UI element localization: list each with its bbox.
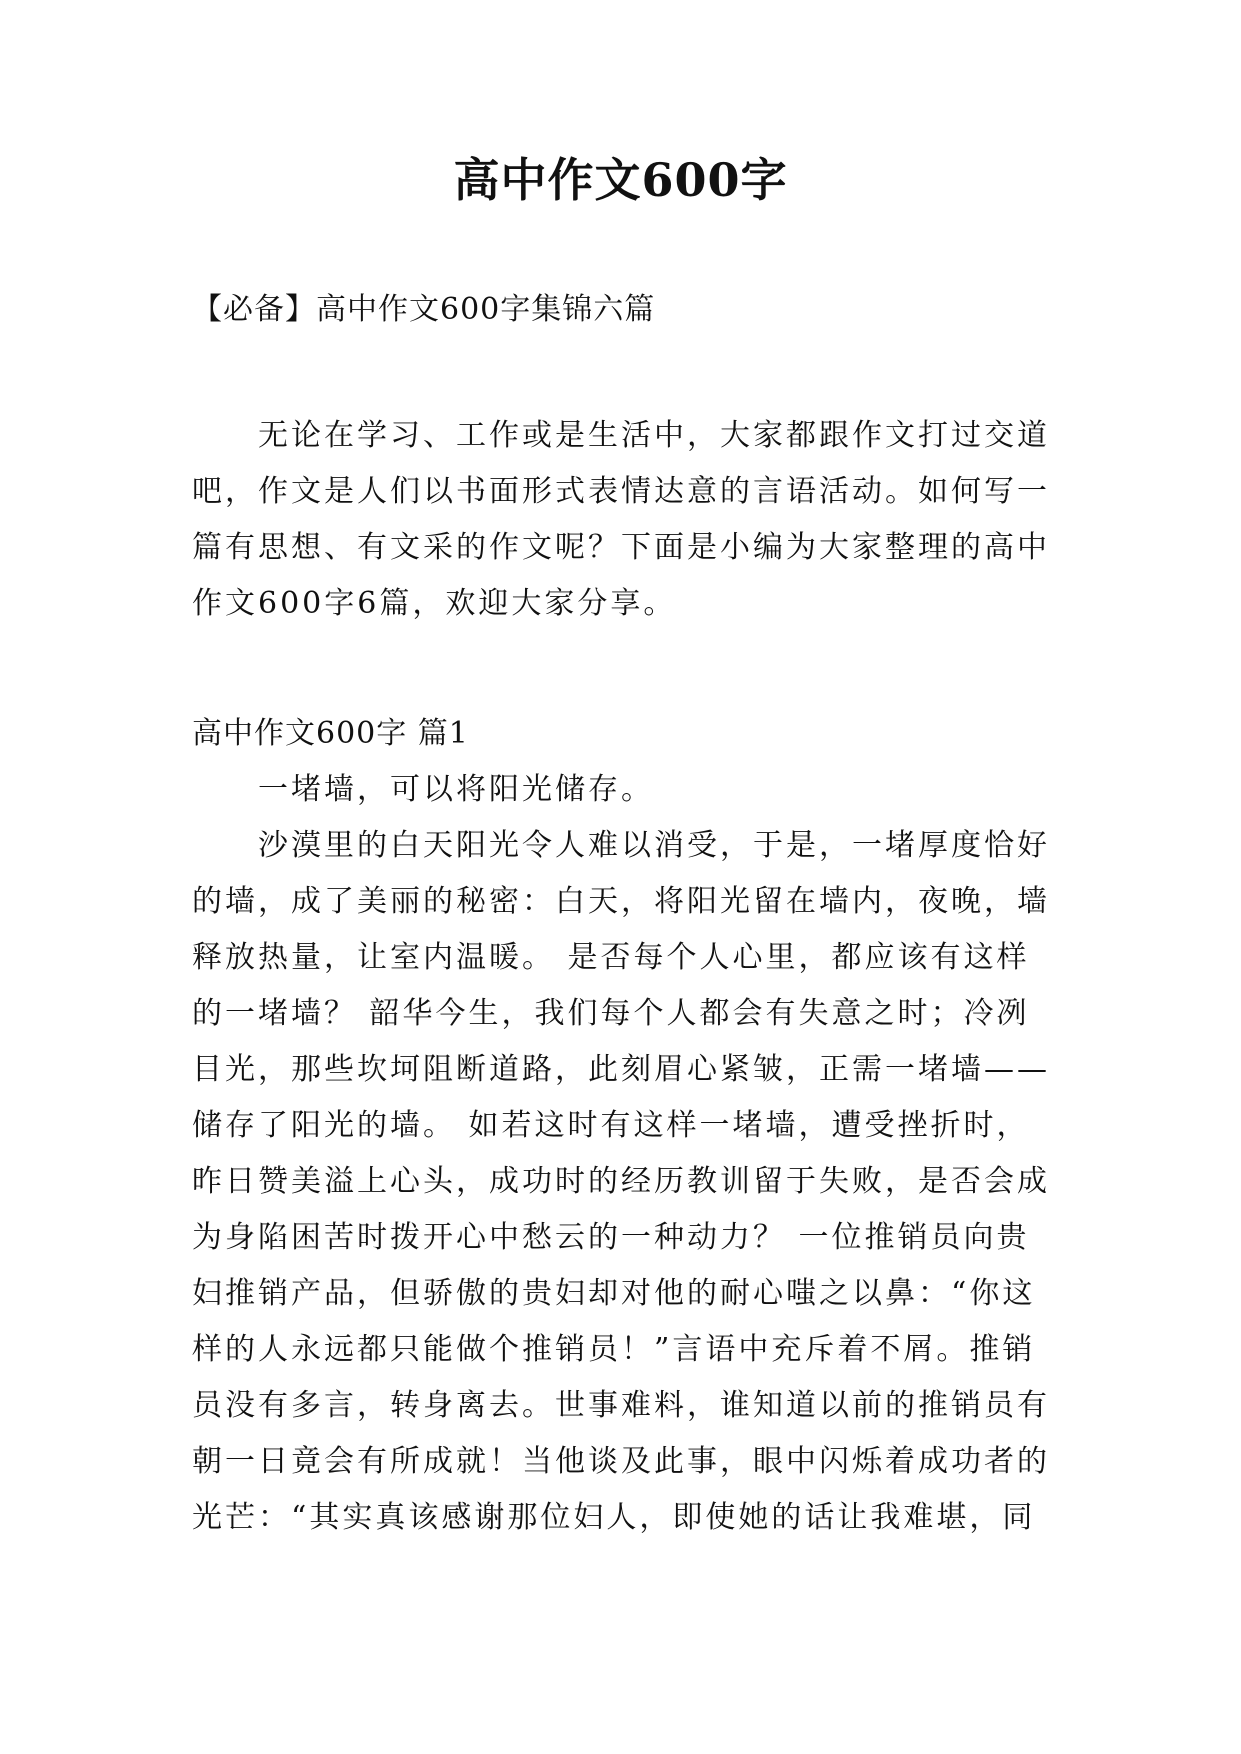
section-heading: 高中作文600字 篇1 (192, 716, 469, 751)
essay-line: 昨日赞美溢上心头，成功时的经历教训留于失败，是否会成 (192, 1164, 1050, 1199)
intro-line: 无论在学习、工作或是生活中，大家都跟作文打过交道 (258, 418, 1050, 453)
essay-line: 目光，那些坎坷阻断道路，此刻眉心紧皱，正需一堵墙—— (192, 1052, 1050, 1087)
essay-line: 的一堵墙？ 韶华今生，我们每个人都会有失意之时；冷冽 (192, 996, 1030, 1031)
essay-line: 光芒：“其实真该感谢那位妇人，即使她的话让我难堪，同 (192, 1500, 1036, 1535)
intro-line: 吧，作文是人们以书面形式表情达意的言语活动。如何写一 (192, 474, 1050, 509)
intro-paragraph (192, 408, 1052, 632)
essay-line: 为身陷困苦时拨开心中愁云的一种动力？ 一位推销员向贵 (192, 1220, 1030, 1255)
essay-line: 的墙，成了美丽的秘密：白天，将阳光留在墙内，夜晚，墙 (192, 884, 1050, 919)
essay-section-1 (192, 706, 1052, 1546)
essay-line: 沙漠里的白天阳光令人难以消受，于是，一堵厚度恰好 (258, 828, 1050, 863)
document-title: 高中作文600字 (453, 153, 788, 207)
intro-line: 篇有思想、有文采的作文呢？下面是小编为大家整理的高中 (192, 530, 1050, 565)
essay-line: 员没有多言，转身离去。世事难料，谁知道以前的推销员有 (192, 1388, 1050, 1423)
document-subtitle: 【必备】高中作文600字集锦六篇 (192, 292, 656, 327)
essay-line: 释放热量，让室内温暖。 是否每个人心里，都应该有这样 (192, 940, 1030, 975)
intro-line: 作文600字6篇，欢迎大家分享。 (192, 586, 677, 621)
essay-line: 储存了阳光的墙。 如若这时有这样一堵墙，遭受挫折时， (192, 1108, 1030, 1143)
essay-line: 妇推销产品，但骄傲的贵妇却对他的耐心嗤之以鼻：“你这 (192, 1276, 1036, 1311)
essay-line: 样的人永远都只能做个推销员！”言语中充斥着不屑。推销 (192, 1332, 1036, 1367)
essay-line: 一堵墙，可以将阳光储存。 (258, 772, 654, 807)
essay-line: 朝一日竟会有所成就！当他谈及此事，眼中闪烁着成功者的 (192, 1444, 1050, 1479)
